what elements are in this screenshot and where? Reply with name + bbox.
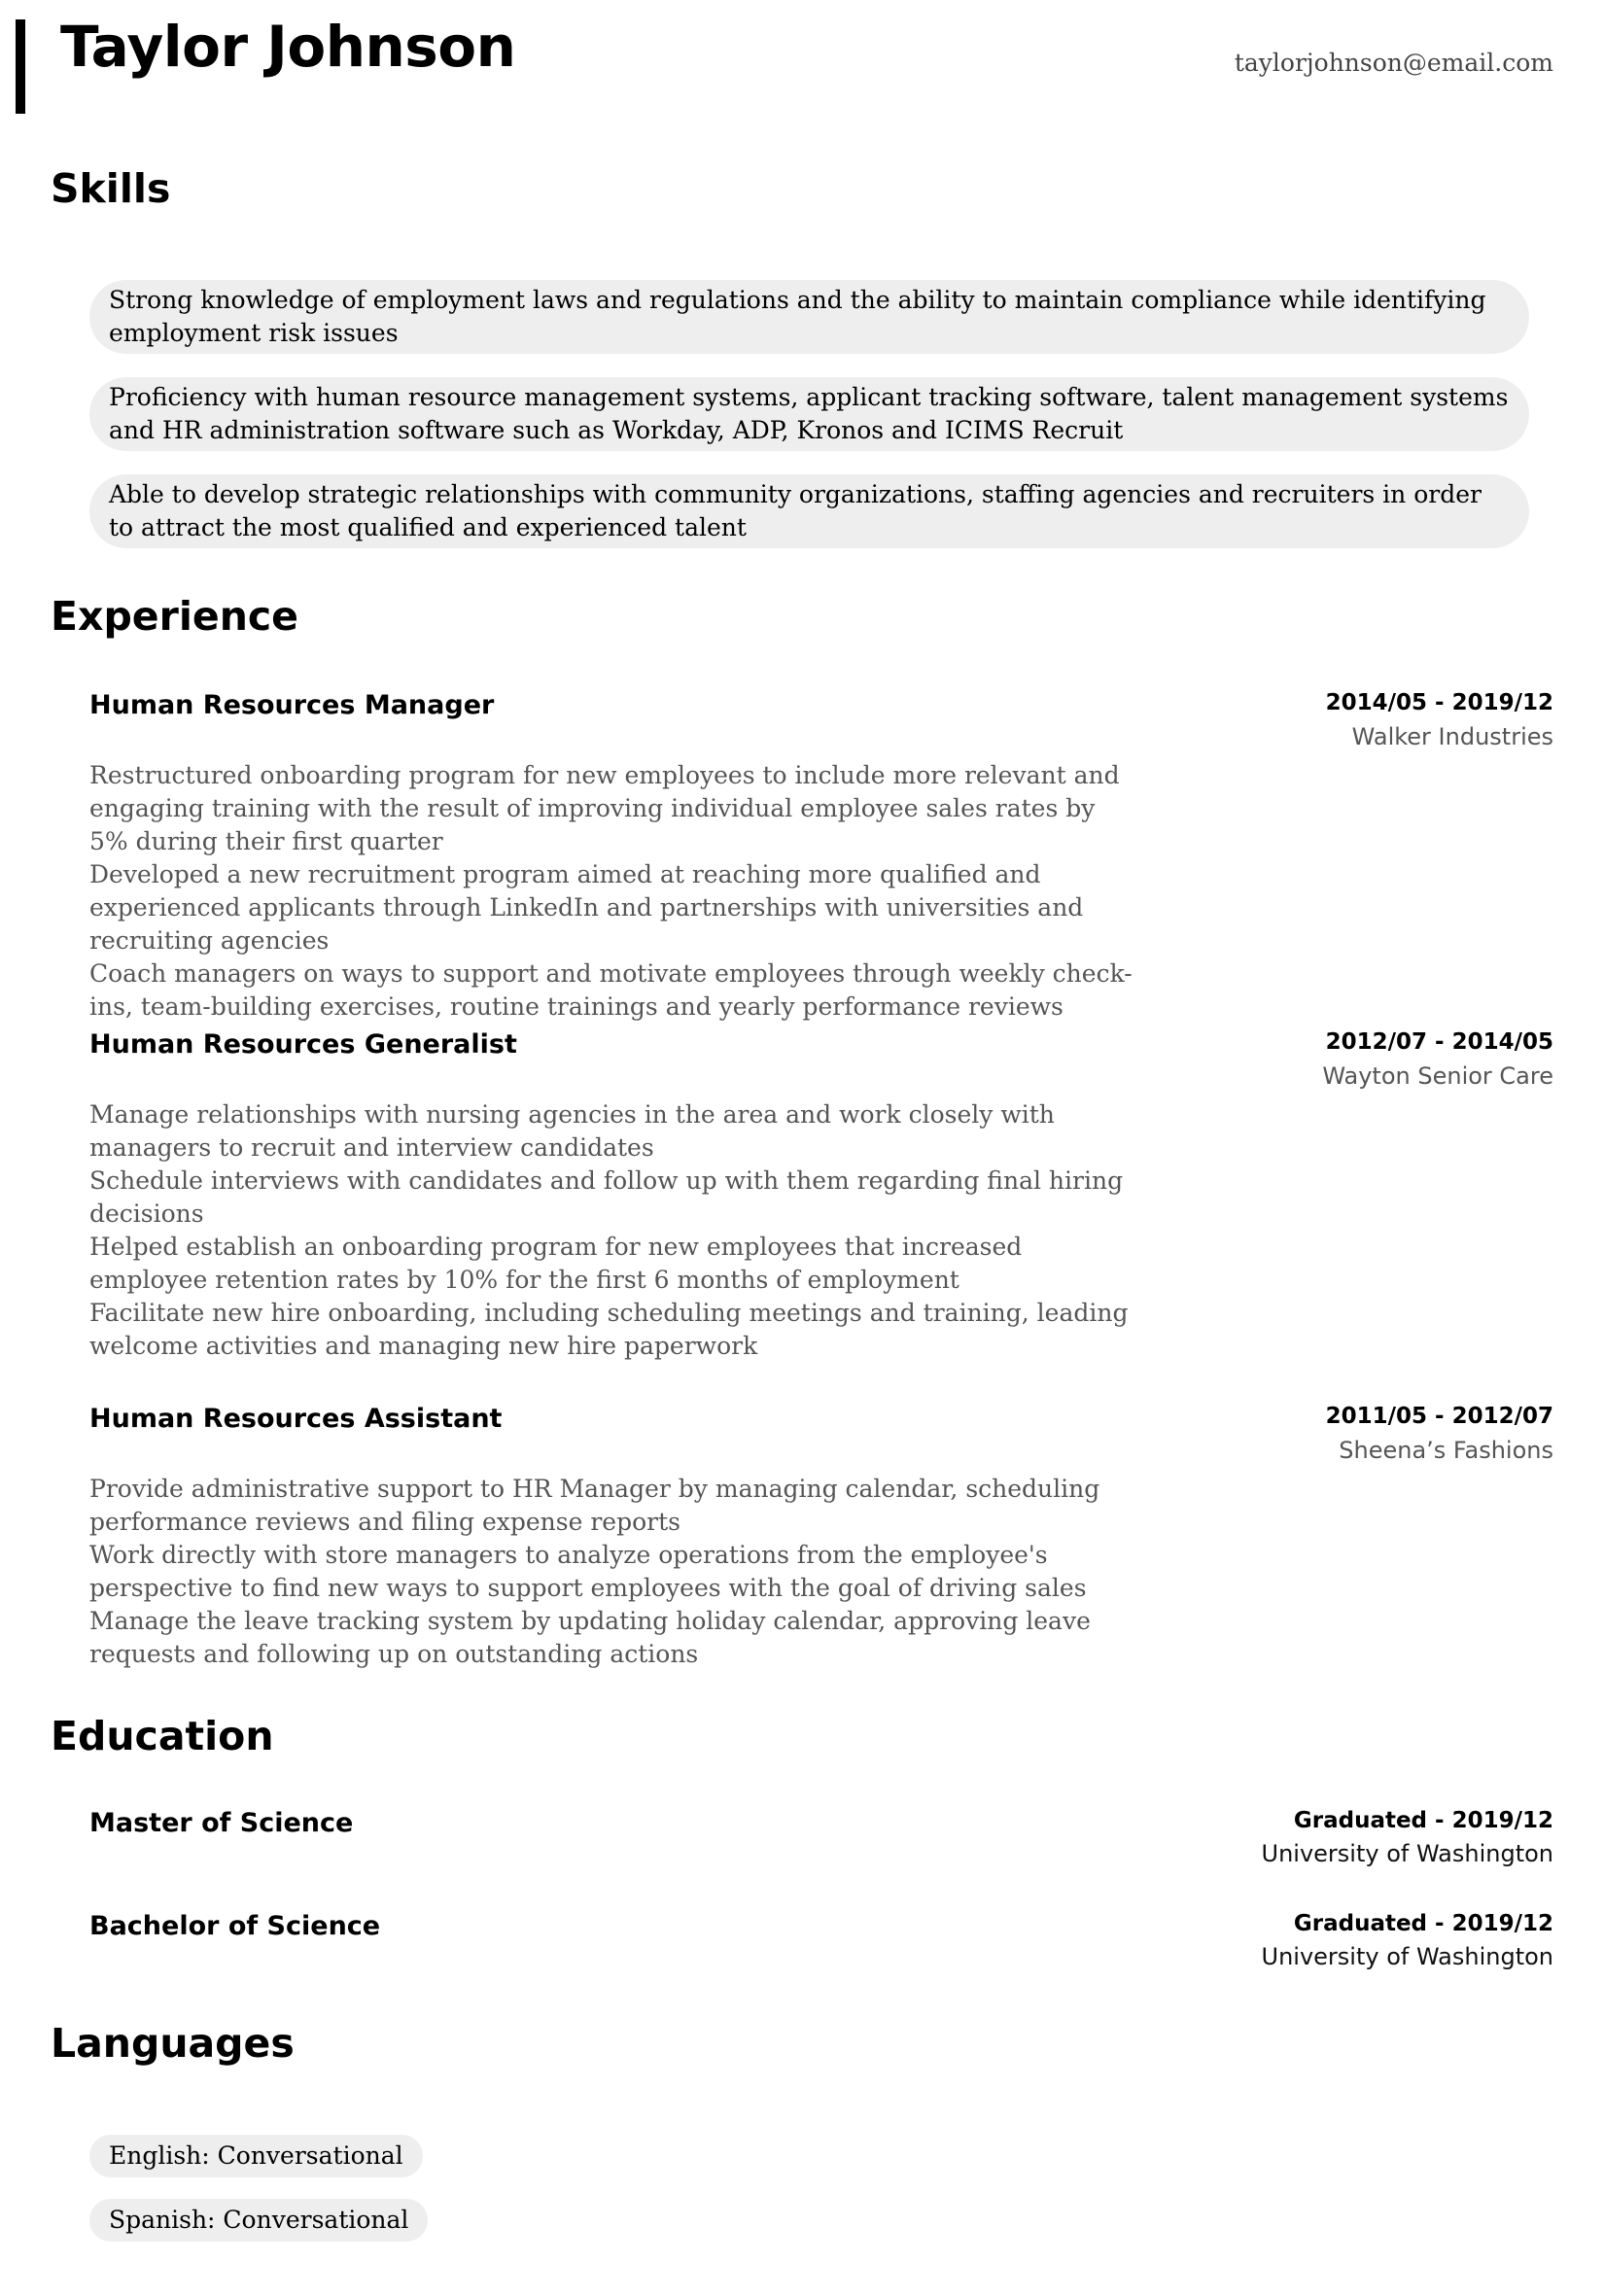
job-bullet: Restructured onboarding program for new employees to include more relevant and engaging training with the result of improving individual employee sales rates by 5% during their first quarter	[89, 761, 1120, 855]
job-bullet: Work directly with store managers to analyze operations from the employee's perspective to find new ways to support employees with the goal of driving sales	[89, 1541, 1087, 1602]
skill-item: Able to develop strategic relationships with community organizations, staffing agencies and recruiters in order to attract the most qualified and experienced talent	[89, 474, 1529, 548]
job-title: Human Resources Generalist	[89, 1029, 517, 1060]
section-title-experience: Experience	[51, 593, 298, 640]
section-title-education: Education	[51, 1713, 274, 1759]
skill-item: Proficiency with human resource management systems, applicant tracking software, talent management systems and HR administration software such as Workday, ADP, Kronos and ICIMS Recruit	[89, 377, 1529, 451]
job-company: Sheena’s Fashions	[1339, 1437, 1553, 1464]
job-description	[89, 1098, 1139, 1363]
section-title-skills: Skills	[51, 165, 171, 212]
job-dates: 2012/07 - 2014/05	[1325, 1029, 1553, 1055]
job-bullet: Provide administrative support to HR Manager by managing calendar, scheduling performance reviews and filing expense reports	[89, 1475, 1100, 1536]
job-description	[89, 759, 1139, 1024]
candidate-name: Taylor Johnson	[60, 14, 516, 80]
job-dates: 2011/05 - 2012/07	[1325, 1404, 1553, 1429]
skill-item: Strong knowledge of employment laws and regulations and the ability to maintain compliance while identifying employment risk issues	[89, 280, 1529, 354]
header-accent-bar	[16, 19, 25, 114]
job-bullet: Schedule interviews with candidates and follow up with them regarding final hiring decisions	[89, 1166, 1124, 1228]
job-bullet: Facilitate new hire onboarding, including scheduling meetings and training, leading welcome activities and managing new hire paperwork	[89, 1299, 1129, 1360]
job-bullet: Helped establish an onboarding program for new employees that increased employee retention rates by 10% for the first 6 months of employment	[89, 1233, 1023, 1294]
job-company: Walker Industries	[1351, 723, 1553, 750]
language-item: Spanish: Conversational	[89, 2199, 428, 2242]
education-degree: Bachelor of Science	[89, 1911, 381, 1941]
email-link[interactable]: taylorjohnson@email.com	[1234, 49, 1553, 77]
job-company: Wayton Senior Care	[1322, 1062, 1553, 1090]
education-status: Graduated - 2019/12	[1293, 1911, 1553, 1936]
section-title-languages: Languages	[51, 2020, 295, 2067]
job-description	[89, 1473, 1139, 1671]
job-bullet: Developed a new recruitment program aimed at reaching more qualified and experienced applicants through LinkedIn and partnerships with universities and recruiting agencies	[89, 860, 1084, 955]
education-degree: Master of Science	[89, 1808, 354, 1838]
job-bullet: Manage relationships with nursing agencies in the area and work closely with managers to recruit and interview candidates	[89, 1100, 1055, 1162]
job-bullet: Coach managers on ways to support and motivate employees through weekly check-ins, team-building exercises, routine trainings and yearly performance reviews	[89, 959, 1133, 1021]
education-school: University of Washington	[1261, 1840, 1553, 1867]
job-bullet: Manage the leave tracking system by updating holiday calendar, approving leave requests and following up on outstanding actions	[89, 1607, 1091, 1668]
education-status: Graduated - 2019/12	[1293, 1808, 1553, 1833]
job-title: Human Resources Assistant	[89, 1404, 503, 1434]
language-item: English: Conversational	[89, 2135, 423, 2177]
job-title: Human Resources Manager	[89, 690, 495, 720]
education-school: University of Washington	[1261, 1943, 1553, 1970]
job-dates: 2014/05 - 2019/12	[1325, 690, 1553, 715]
